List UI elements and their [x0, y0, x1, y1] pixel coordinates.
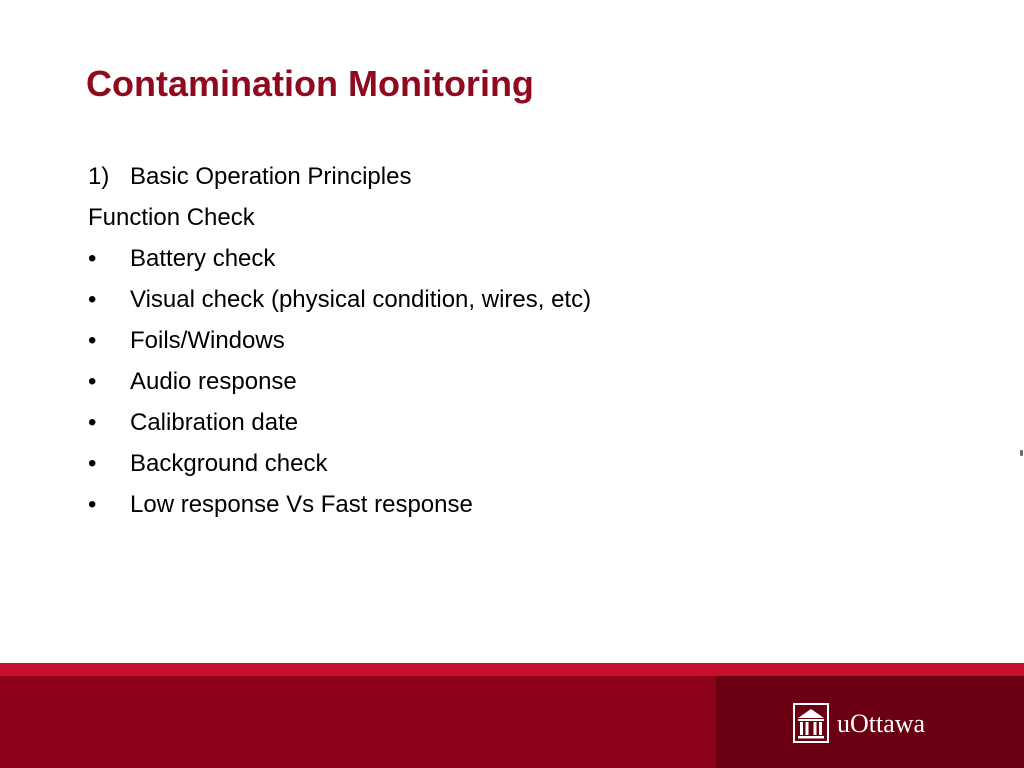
- bullet-text: Audio response: [130, 368, 297, 395]
- bullet-text: Visual check (physical condition, wires, etc): [130, 286, 592, 313]
- bullet-marker: •: [88, 286, 97, 313]
- bullet-text: Low response Vs Fast response: [130, 491, 473, 518]
- bullet-marker: •: [88, 491, 97, 518]
- footer-band: [0, 663, 1024, 768]
- edge-dot: [1020, 450, 1023, 456]
- numbered-item-text: Basic Operation Principles: [130, 163, 412, 190]
- bullet-marker: •: [88, 450, 97, 477]
- bullet-marker: •: [88, 409, 97, 436]
- bullet-text: Battery check: [130, 245, 276, 272]
- footer-brand-panel: [716, 676, 1024, 768]
- university-building-icon: [793, 703, 829, 743]
- bullet-marker: •: [88, 327, 97, 354]
- footer-accent-stripe: [0, 663, 1024, 676]
- uottawa-wordmark: uOttawa: [837, 709, 926, 738]
- number-marker: 1): [88, 163, 110, 190]
- bullet-text: Foils/Windows: [130, 327, 285, 354]
- bullet-text: Calibration date: [130, 409, 299, 436]
- bullet-text: Background check: [130, 450, 328, 477]
- footer-main-panel: [0, 676, 716, 768]
- subheading-text: Function Check: [88, 204, 255, 231]
- slide-title: Contamination Monitoring: [86, 63, 534, 104]
- bullet-marker: •: [88, 368, 97, 395]
- bullet-marker: •: [88, 245, 97, 272]
